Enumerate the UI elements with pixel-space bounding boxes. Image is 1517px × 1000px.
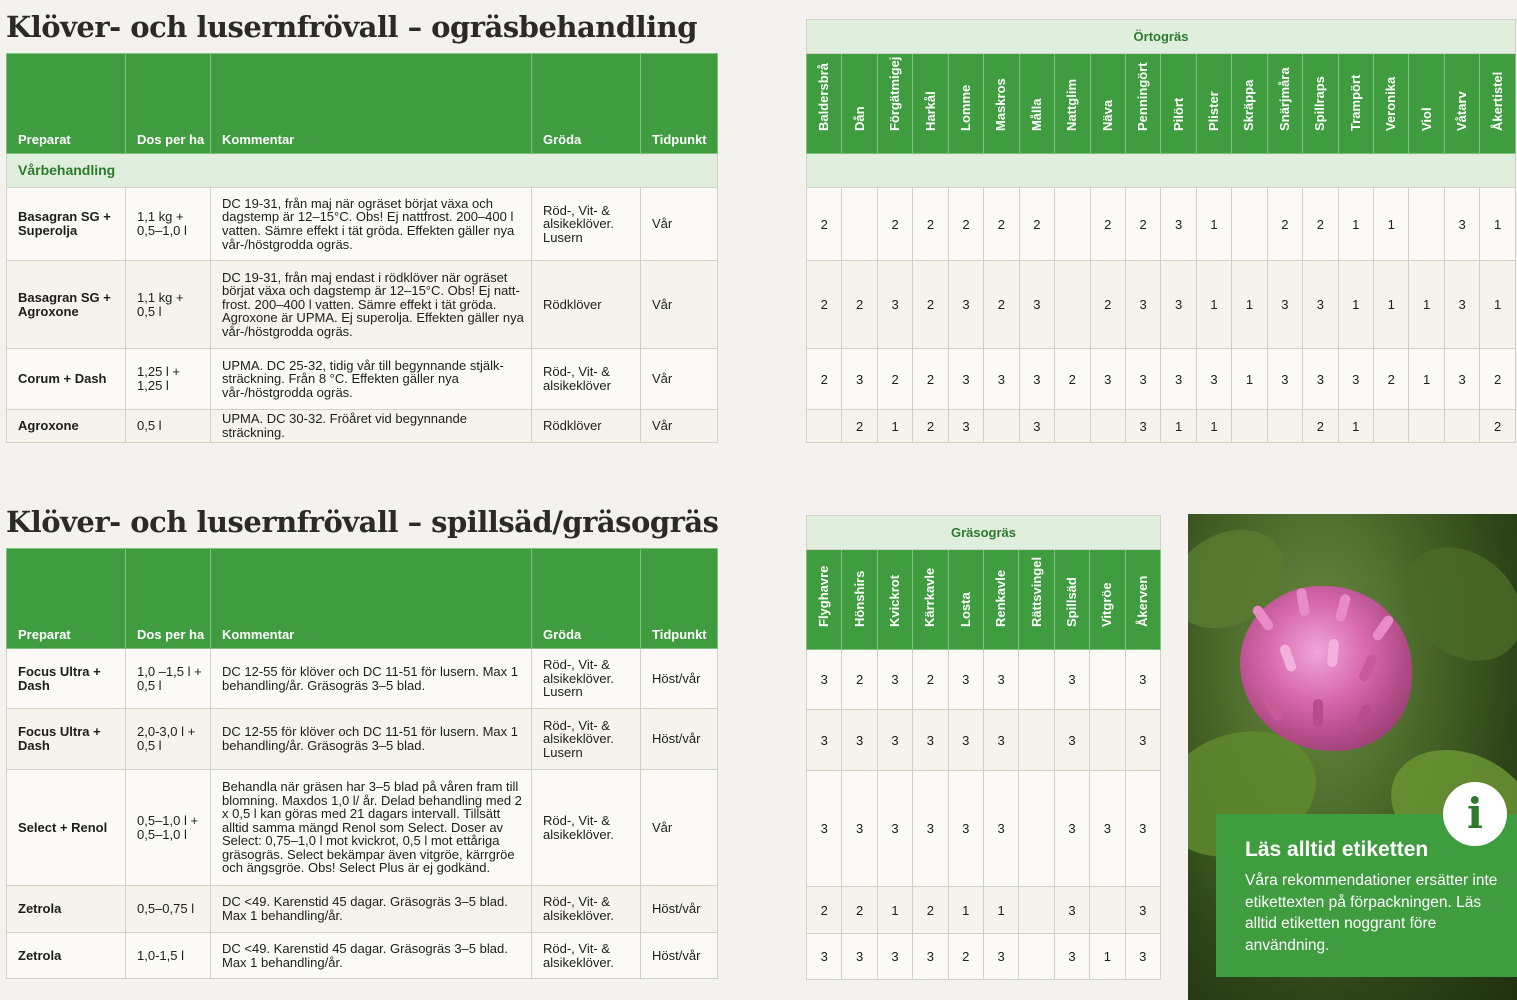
effect-cell: 1 <box>1374 188 1409 261</box>
species-label: Lomme <box>957 84 973 131</box>
effect-cell: 3 <box>1054 934 1089 980</box>
effect-cell: 3 <box>948 710 983 771</box>
species-label: Förgätmigej <box>887 56 903 131</box>
effect-cell: 3 <box>1196 349 1231 410</box>
species-label: Nattglim <box>1064 79 1080 131</box>
cell-dos: 1,25 l + 1,25 l <box>126 349 211 410</box>
effect-cell: 2 <box>1374 349 1409 410</box>
col-tidpunkt: Tidpunkt <box>641 549 718 649</box>
species-label: Veronika <box>1383 76 1399 131</box>
species-header <box>877 550 912 650</box>
effect-cell <box>1374 410 1409 443</box>
species-header <box>1125 54 1160 154</box>
effect-cell: 1 <box>1409 349 1444 410</box>
cell-tidpunkt: Höst/vår <box>641 886 718 933</box>
effect-cell: 3 <box>1125 710 1160 771</box>
species-label: Hönshirs <box>851 570 867 627</box>
effect-cell: 1 <box>1374 261 1409 349</box>
effect-cell: 2 <box>913 650 948 710</box>
species-header <box>1196 54 1231 154</box>
effect-cell: 2 <box>1090 188 1125 261</box>
effect-cell: 3 <box>1125 410 1160 443</box>
species-header <box>1374 54 1409 154</box>
effect-cell <box>1409 410 1444 443</box>
cell-dos: 0,5 l <box>126 410 211 443</box>
col-kommentar: Kommentar <box>211 54 532 154</box>
effect-cell <box>1232 410 1267 443</box>
col-dos: Dos per ha <box>126 549 211 649</box>
effect-cell: 3 <box>877 650 912 710</box>
species-label: Baldersbrå <box>816 63 832 131</box>
effect-cell: 3 <box>948 650 983 710</box>
effect-cell: 3 <box>1019 410 1054 443</box>
cell-preparat: Zetrola <box>7 933 126 979</box>
cell-kommentar: Behandla när gräsen har 3–5 blad på våren fram till blomning. Maxdos 1,0 l/ år. Delad behandling med 2 x 0,5 l kan göras med 21 dagars intervall. Tillsätt alltid samma mängd Renol som Select. Doser av Select: 0,75–1,0 l mot kvickrot, 0,5 l mot ettåriga gräsogräs. Select bekämpar även vitgröe, kärrgröe och ängsgröe. Obs! Select Plus är ej godkänd. <box>211 770 532 886</box>
effect-cell: 3 <box>1338 349 1373 410</box>
species-header <box>1090 54 1125 154</box>
species-label: Plister <box>1206 91 1222 131</box>
effect-cell: 2 <box>1480 349 1516 410</box>
effect-row <box>807 349 1516 410</box>
effect-cell: 3 <box>1019 261 1054 349</box>
info-title: Läs alltid etiketten <box>1245 838 1429 861</box>
cell-groda: Röd-, Vit- & alsikeklöver <box>532 349 641 410</box>
effect-cell: 2 <box>948 188 983 261</box>
species-label: Pilört <box>1170 97 1186 131</box>
effect-row <box>807 410 1516 443</box>
cell-groda: Röd-, Vit- & alsikeklöver. Lusern <box>532 709 641 770</box>
effect-cell: 2 <box>877 188 912 261</box>
effect-cell <box>1090 887 1125 934</box>
effect-cell: 3 <box>877 771 912 887</box>
effect-cell: 3 <box>1161 349 1196 410</box>
col-dos: Dos per ha <box>126 54 211 154</box>
effect-cell: 2 <box>842 410 877 443</box>
effect-cell: 3 <box>948 771 983 887</box>
grasogras-group-header: Gräsogräs <box>807 516 1161 550</box>
cell-preparat: Zetrola <box>7 886 126 933</box>
effect-cell: 2 <box>1125 188 1160 261</box>
species-header <box>948 550 983 650</box>
effect-cell: 3 <box>877 710 912 771</box>
col-tidpunkt: Tidpunkt <box>641 54 718 154</box>
effect-row <box>807 261 1516 349</box>
effect-cell <box>1019 771 1054 887</box>
effect-cell: 1 <box>948 887 983 934</box>
effect-cell: 3 <box>1090 771 1125 887</box>
cell-groda: Rödklöver <box>532 261 641 349</box>
species-header <box>807 550 842 650</box>
info-text: Våra rekommendationer ersätter inte etikettexten på förpackningen. Läs alltid etiketten noggrant före användning. <box>1245 872 1498 954</box>
effect-cell: 3 <box>1125 650 1160 710</box>
effect-cell: 2 <box>913 261 948 349</box>
effect-cell: 1 <box>983 887 1018 934</box>
effect-cell <box>1019 710 1054 771</box>
effect-cell: 3 <box>1125 887 1160 934</box>
cell-groda: Rödklöver <box>532 410 641 443</box>
species-label: Penningört <box>1135 62 1151 131</box>
effect-cell: 3 <box>842 349 877 410</box>
effect-cell: 2 <box>1303 410 1338 443</box>
effect-cell: 3 <box>984 349 1019 410</box>
effect-cell: 3 <box>877 261 912 349</box>
species-header <box>1090 550 1125 650</box>
col-groda: Gröda <box>532 549 641 649</box>
effect-cell: 3 <box>983 650 1018 710</box>
cell-dos: 1,1 kg + 0,5 l <box>126 261 211 349</box>
species-header <box>1409 54 1444 154</box>
species-label: Viol <box>1418 107 1434 131</box>
cell-preparat: Agroxone <box>7 410 126 443</box>
species-header <box>1054 550 1089 650</box>
effect-cell: 3 <box>842 710 877 771</box>
cell-groda: Röd-, Vit- & alsikeklöver. <box>532 886 641 933</box>
species-header <box>842 54 877 154</box>
species-label: Våtarv <box>1454 91 1470 131</box>
cell-tidpunkt: Vår <box>641 261 718 349</box>
effect-cell: 3 <box>807 934 842 980</box>
effect-cell <box>1055 261 1090 349</box>
effect-cell: 3 <box>807 650 842 710</box>
effect-cell: 1 <box>1090 934 1125 980</box>
table-row <box>7 709 718 770</box>
effect-cell: 2 <box>1480 410 1516 443</box>
cell-tidpunkt: Höst/vår <box>641 649 718 709</box>
effect-cell: 2 <box>913 188 948 261</box>
species-header <box>913 54 948 154</box>
effect-cell: 3 <box>1090 349 1125 410</box>
species-header <box>1055 54 1090 154</box>
effect-cell <box>1090 650 1125 710</box>
effect-cell: 1 <box>877 410 912 443</box>
effect-cell: 2 <box>842 261 877 349</box>
effect-cell: 3 <box>1444 261 1479 349</box>
species-header <box>1125 550 1160 650</box>
effect-cell: 1 <box>1480 188 1516 261</box>
grass-treatment-table <box>6 548 718 979</box>
species-label: Dån <box>851 106 867 131</box>
cell-preparat: Corum + Dash <box>7 349 126 410</box>
effect-cell: 1 <box>1480 261 1516 349</box>
species-label: Åkerven <box>1134 575 1150 627</box>
species-label: Kärrkavle <box>922 567 938 627</box>
cell-tidpunkt: Vår <box>641 410 718 443</box>
cell-tidpunkt: Höst/vår <box>641 933 718 979</box>
species-header <box>983 550 1018 650</box>
cell-dos: 0,5–0,75 l <box>126 886 211 933</box>
col-preparat: Preparat <box>7 549 126 649</box>
cell-dos: 1,0 –1,5 l + 0,5 l <box>126 649 211 709</box>
cell-dos: 1,1 kg + 0,5–1,0 l <box>126 188 211 261</box>
species-label: Losta <box>957 592 973 627</box>
effect-cell: 3 <box>1019 349 1054 410</box>
species-label: Spillraps <box>1312 76 1328 131</box>
species-label: Näva <box>1099 99 1115 131</box>
effect-cell: 3 <box>1054 710 1089 771</box>
effect-cell: 2 <box>913 349 948 410</box>
cell-dos: 1,0-1,5 l <box>126 933 211 979</box>
species-label: Trampört <box>1347 74 1363 131</box>
effect-cell: 3 <box>1054 771 1089 887</box>
effect-cell <box>1232 188 1267 261</box>
cell-groda: Röd-, Vit- & alsikeklöver. Lusern <box>532 188 641 261</box>
effect-cell: 3 <box>913 771 948 887</box>
effect-cell: 2 <box>1090 261 1125 349</box>
table-row <box>7 933 718 979</box>
cell-preparat: Select + Renol <box>7 770 126 886</box>
cell-preparat: Basagran SG + Agroxone <box>7 261 126 349</box>
effect-cell: 3 <box>807 710 842 771</box>
effect-cell: 3 <box>1444 188 1479 261</box>
species-header <box>1267 54 1302 154</box>
section-spacer <box>807 154 1516 188</box>
effect-cell: 3 <box>983 710 1018 771</box>
species-label: Flyghavre <box>816 565 832 627</box>
effect-cell: 1 <box>1338 188 1373 261</box>
cell-tidpunkt: Höst/vår <box>641 709 718 770</box>
effect-cell: 1 <box>1196 188 1231 261</box>
effect-cell: 3 <box>1125 934 1160 980</box>
cell-kommentar: DC 19-31, från maj endast i rödklöver när ogräset börjat växa och dagstemp är 12–15°C. Obs! Ej natt-frost. 200–400 l vatten. Sämre effekt i tät gröda. Agroxone är UPMA. Ej superolja. Effekten gäller nya vår-/höstgrodda ogräs. <box>211 261 532 349</box>
section-label: Vårbehandling <box>7 154 718 188</box>
page-title-weed: Klöver- och lusernfrövall – ogräsbehandling <box>6 10 698 44</box>
cell-kommentar: DC 12-55 för klöver och DC 11-51 för lusern. Max 1 behandling/år. Gräsogräs 3–5 blad. <box>211 709 532 770</box>
effect-cell: 3 <box>842 934 877 980</box>
effect-cell: 3 <box>1054 650 1089 710</box>
cell-preparat: Basagran SG + Superolja <box>7 188 126 261</box>
effect-cell: 3 <box>1125 771 1160 887</box>
effect-cell: 3 <box>807 771 842 887</box>
cell-groda: Röd-, Vit- & alsikeklöver. Lusern <box>532 649 641 709</box>
effect-cell <box>1090 410 1125 443</box>
weed-treatment-table <box>6 53 718 443</box>
species-header <box>842 550 877 650</box>
species-header <box>913 550 948 650</box>
ortogras-effect-table <box>806 19 1516 443</box>
species-label: Skräppa <box>1241 79 1257 131</box>
effect-cell: 3 <box>1303 261 1338 349</box>
effect-cell <box>1267 410 1302 443</box>
grasogras-effect-table <box>806 515 1161 980</box>
page-title-grass: Klöver- och lusernfrövall – spillsäd/gräsogräs <box>6 505 719 539</box>
col-kommentar: Kommentar <box>211 549 532 649</box>
cell-kommentar: UPMA. DC 25-32, tidig vår till begynnande stjälk-sträckning. Från 8 °C. Effekten gäller nya vår-/höstgrodda ogräs. <box>211 349 532 410</box>
cell-groda: Röd-, Vit- & alsikeklöver. <box>532 770 641 886</box>
effect-cell: 2 <box>877 349 912 410</box>
effect-cell: 3 <box>1444 349 1479 410</box>
species-header <box>1019 550 1054 650</box>
effect-row <box>807 188 1516 261</box>
species-header <box>877 54 912 154</box>
species-header <box>1161 54 1196 154</box>
effect-cell: 2 <box>1267 188 1302 261</box>
effect-cell <box>1019 650 1054 710</box>
species-header <box>807 54 842 154</box>
effect-cell: 2 <box>807 349 842 410</box>
effect-cell: 3 <box>1267 261 1302 349</box>
cell-dos: 0,5–1,0 l + 0,5–1,0 l <box>126 770 211 886</box>
effect-cell: 2 <box>913 887 948 934</box>
species-label: Spillsäd <box>1063 577 1079 627</box>
species-label: Rättsvingel <box>1028 556 1044 627</box>
table-row <box>7 649 718 709</box>
effect-cell <box>807 410 842 443</box>
species-label: Åkertistel <box>1489 71 1505 131</box>
effect-cell: 2 <box>807 887 842 934</box>
effect-cell: 2 <box>807 188 842 261</box>
effect-row <box>807 934 1161 980</box>
effect-cell: 1 <box>1232 349 1267 410</box>
effect-cell: 3 <box>1125 261 1160 349</box>
effect-row <box>807 710 1161 771</box>
effect-cell <box>1409 188 1444 261</box>
effect-cell: 2 <box>807 261 842 349</box>
effect-cell: 3 <box>842 771 877 887</box>
species-label: Snärjmåra <box>1276 67 1292 131</box>
effect-cell: 3 <box>948 349 983 410</box>
species-label: Kvickrot <box>886 574 902 627</box>
effect-row <box>807 771 1161 887</box>
species-label: Renkavle <box>993 569 1009 627</box>
effect-cell: 2 <box>984 261 1019 349</box>
effect-cell <box>1055 188 1090 261</box>
effect-cell: 2 <box>1055 349 1090 410</box>
effect-cell: 2 <box>913 410 948 443</box>
effect-cell: 3 <box>1303 349 1338 410</box>
effect-cell <box>842 188 877 261</box>
cell-kommentar: DC <49. Karenstid 45 dagar. Gräsogräs 3–5 blad. Max 1 behandling/år. <box>211 886 532 933</box>
ortogras-group-header: Örtogräs <box>807 20 1516 54</box>
species-header <box>1232 54 1267 154</box>
effect-cell: 3 <box>948 410 983 443</box>
effect-cell: 3 <box>1161 188 1196 261</box>
effect-cell: 3 <box>1054 887 1089 934</box>
effect-cell: 1 <box>1232 261 1267 349</box>
effect-cell: 2 <box>842 650 877 710</box>
effect-cell: 3 <box>913 934 948 980</box>
info-icon: i <box>1443 782 1507 846</box>
table-row <box>7 770 718 886</box>
table-row <box>7 349 718 410</box>
effect-cell: 3 <box>1267 349 1302 410</box>
species-label: Harkål <box>922 91 938 131</box>
table-row <box>7 886 718 933</box>
effect-cell <box>1019 887 1054 934</box>
col-preparat: Preparat <box>7 54 126 154</box>
effect-row <box>807 887 1161 934</box>
effect-cell: 3 <box>1161 261 1196 349</box>
effect-cell: 1 <box>1409 261 1444 349</box>
species-header <box>1019 54 1054 154</box>
species-header <box>1338 54 1373 154</box>
effect-cell: 2 <box>1303 188 1338 261</box>
effect-cell: 3 <box>1125 349 1160 410</box>
species-header <box>1303 54 1338 154</box>
effect-cell <box>1055 410 1090 443</box>
cell-tidpunkt: Vår <box>641 349 718 410</box>
species-label: Maskros <box>993 78 1009 131</box>
effect-cell: 3 <box>877 934 912 980</box>
cell-tidpunkt: Vår <box>641 770 718 886</box>
effect-cell <box>1090 710 1125 771</box>
species-header <box>948 54 983 154</box>
effect-cell: 1 <box>1161 410 1196 443</box>
effect-cell: 1 <box>1196 410 1231 443</box>
cell-dos: 2,0-3,0 l + 0,5 l <box>126 709 211 770</box>
effect-row <box>807 650 1161 710</box>
cell-kommentar: DC <49. Karenstid 45 dagar. Gräsogräs 3–5 blad. Max 1 behandling/år. <box>211 933 532 979</box>
effect-cell <box>1444 410 1479 443</box>
cell-preparat: Focus Ultra + Dash <box>7 709 126 770</box>
cell-kommentar: UPMA. DC 30-32. Fröåret vid begynnande sträckning. <box>211 410 532 443</box>
effect-cell <box>1019 934 1054 980</box>
species-header <box>984 54 1019 154</box>
cell-groda: Röd-, Vit- & alsikeklöver. <box>532 933 641 979</box>
cell-kommentar: DC 12-55 för klöver och DC 11-51 för lusern. Max 1 behandling/år. Gräsogräs 3–5 blad. <box>211 649 532 709</box>
effect-cell: 3 <box>948 261 983 349</box>
effect-cell <box>984 410 1019 443</box>
species-header <box>1480 54 1516 154</box>
cell-preparat: Focus Ultra + Dash <box>7 649 126 709</box>
effect-cell: 3 <box>913 710 948 771</box>
effect-cell: 2 <box>1019 188 1054 261</box>
species-label: Målla <box>1028 98 1044 131</box>
cell-tidpunkt: Vår <box>641 188 718 261</box>
col-groda: Gröda <box>532 54 641 154</box>
effect-cell: 3 <box>983 934 1018 980</box>
species-header <box>1444 54 1479 154</box>
effect-cell: 2 <box>948 934 983 980</box>
effect-cell: 1 <box>877 887 912 934</box>
effect-cell: 1 <box>1196 261 1231 349</box>
table-row <box>7 261 718 349</box>
effect-cell: 1 <box>1338 410 1373 443</box>
effect-cell: 1 <box>1338 261 1373 349</box>
effect-cell: 2 <box>984 188 1019 261</box>
species-label: Vitgröe <box>1099 582 1115 627</box>
cell-kommentar: DC 19-31, från maj när ogräset börjat växa och dagstemp är 12–15°C. Obs! Ej nattfrost. 200–400 l vatten. Sämre effekt i tät gröda. Effekten gäller nya vår-/höstgrodda ogräs. <box>211 188 532 261</box>
table-row <box>7 188 718 261</box>
table-row <box>7 410 718 443</box>
effect-cell: 2 <box>842 887 877 934</box>
effect-cell: 3 <box>983 771 1018 887</box>
